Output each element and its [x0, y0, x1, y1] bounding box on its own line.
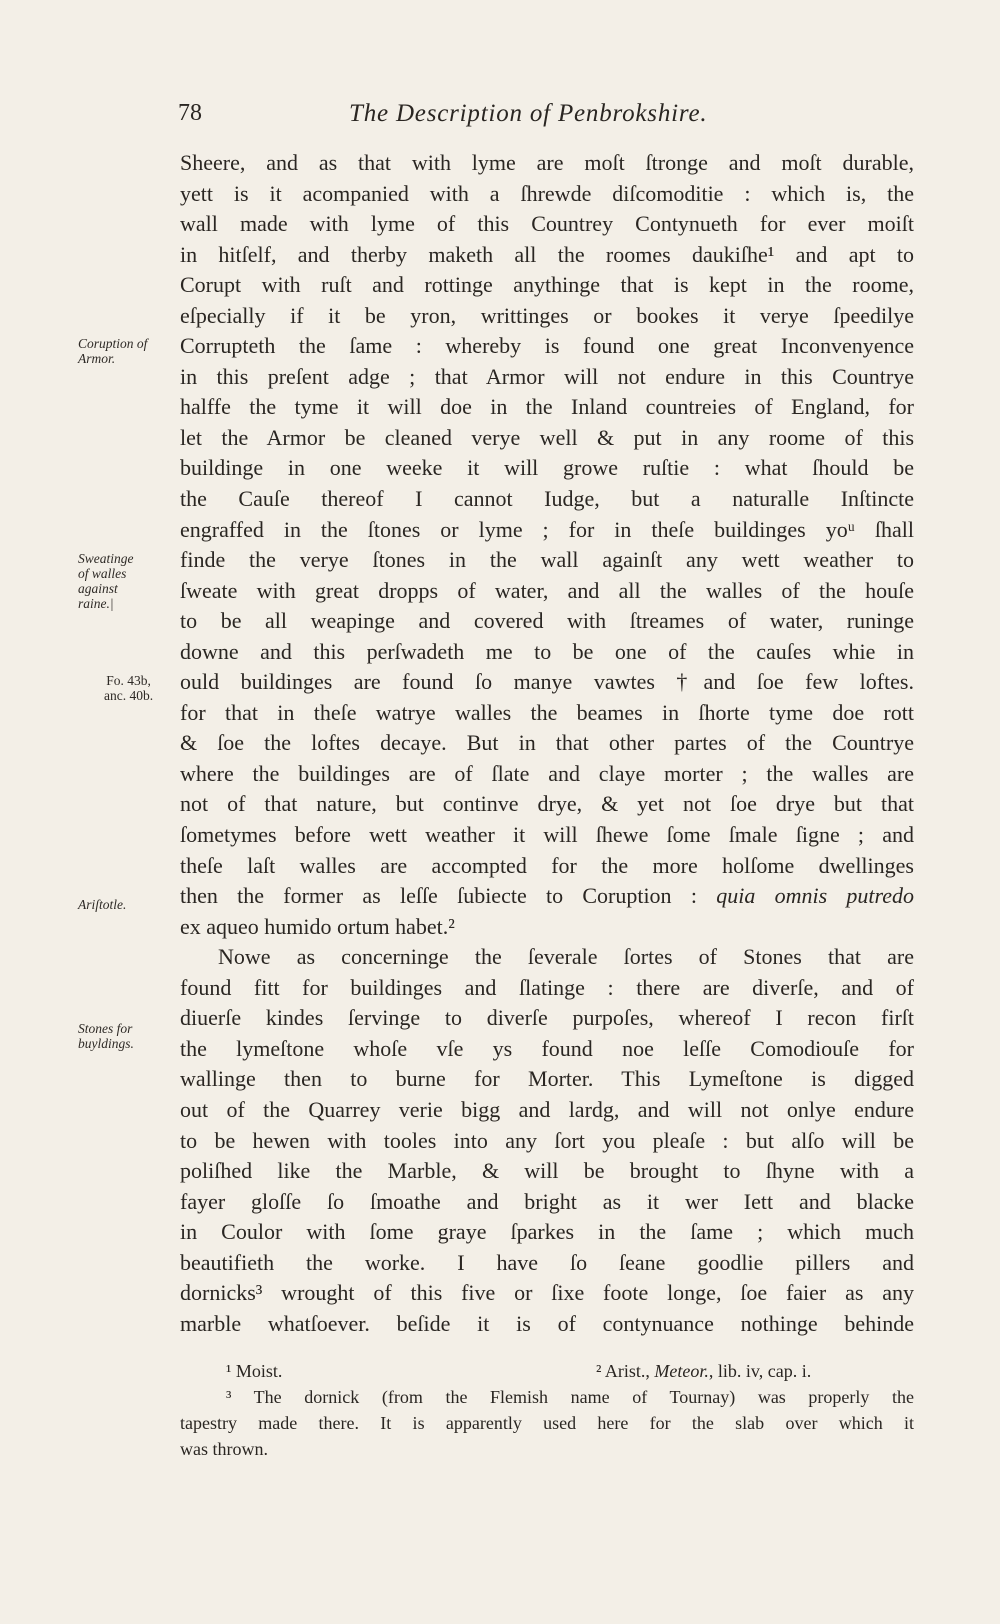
text-line: let the Armor be cleaned verye well & put in any roome of this: [180, 424, 914, 450]
text-line: Sheere, and as that with lyme are moſt ſtronge and moſt durable,: [180, 150, 914, 175]
text-line: & ſoe the loftes decaye. But in that other partes of the Countrye: [180, 730, 914, 756]
running-header: [178, 100, 914, 134]
text-line: not of that nature, but continve drye, & yet not ſoe drye but that: [180, 791, 914, 817]
text-line: found fitt for buildinges and ſlatinge : there are diverſe, and of: [180, 974, 914, 1000]
margin-note-line: against: [78, 581, 118, 596]
margin-note-line: of walles: [78, 566, 127, 581]
body-text: [180, 148, 914, 1339]
footnote-1: ¹ Moist.: [226, 1361, 283, 1381]
text-line: yett is it acompanied with a ſhrewde diſcomoditie : which is, the: [180, 180, 914, 206]
text-line: engraffed in the ſtones or lyme ; for in theſe buildinges yoᵘ ſhall: [180, 516, 914, 542]
text-line: out of the Quarrey verie bigg and lardg, and will not onlye endure: [180, 1096, 914, 1122]
text-line: Corrupteth the ſame : whereby is found one great Inconvenyence: [180, 333, 914, 359]
margin-note-sweating: [78, 551, 134, 611]
margin-note-corruption: [78, 336, 147, 366]
text-line: poliſhed like the Marble, & will be brought to ſhyne with a: [180, 1158, 914, 1184]
margin-note-line: Coruption of: [78, 336, 148, 351]
text-line: wallinge then to burne for Morter. This Lymeſtone is digged: [180, 1066, 914, 1092]
text-line: ſweate with great dropps of water, and all the walles of the houſe: [180, 577, 914, 603]
text-line: the Cauſe thereof I cannot Iudge, but a naturalle Inſtincte: [180, 486, 914, 512]
footnote-2: [596, 1358, 811, 1384]
margin-note-line: Sweatinge: [78, 551, 134, 566]
margin-note-line: Stones for: [78, 1021, 133, 1036]
footnote-3-line: ³ The dornick (from the Flemish name of Tournay) was properly the: [226, 1387, 914, 1407]
text-line: theſe laſt walles are accompted for the more holſome dwellinges: [180, 852, 914, 878]
text-line: for that in theſe watrye walles the beames in ſhorte tyme doe rott: [180, 699, 914, 725]
margin-note-folio: [104, 673, 153, 703]
text-line: to be hewen with tooles into any ſort you pleaſe : but alſo will be: [180, 1127, 914, 1153]
text-line: dornicks³ wrought of this five or ſixe foote longe, ſoe faier as any: [180, 1280, 914, 1306]
text-line: the lymeſtone whoſe vſe ys found noe leſſe Comodiouſe for: [180, 1035, 914, 1061]
latin-quote: quia omnis putredo: [716, 883, 915, 909]
footnote-2-suffix: , lib. iv, cap. i.: [708, 1361, 812, 1381]
text-line: [180, 881, 914, 912]
text-line: to be all weapinge and covered with ſtreames of water, runinge: [180, 608, 914, 634]
margin-note-line: Fo. 43b,: [106, 673, 151, 688]
latin-quote-line: ex aqueo humido ortum habet.²: [180, 913, 455, 939]
text-line: halffe the tyme it will doe in the Inland countreies of England, for: [180, 394, 914, 420]
paragraph-start: Nowe as concerninge the ſeverale ſortes of Stones that are: [218, 944, 914, 970]
text-line: beautifieth the worke. I have ſo ſeane goodlie pillers and: [180, 1249, 914, 1275]
margin-note-line: buyldings.: [78, 1036, 134, 1051]
text-line: where the buildinges are of ſlate and claye morter ; the walles are: [180, 760, 914, 786]
footnote-3-line: was thrown.: [180, 1439, 268, 1459]
footnote-3-line: tapestry made there. It is apparently used here for the slab over which it: [180, 1413, 914, 1433]
margin-note-line: anc. 40b.: [104, 688, 154, 703]
text-line: finde the verye ſtones in the wall againſt any wett weather to: [180, 547, 914, 573]
text-line: buildinge in one weeke it will growe ruſtie : what ſhould be: [180, 455, 914, 481]
footnote-2-title: Meteor.: [654, 1361, 709, 1381]
text-line: in this preſent adge ; that Armor will not endure in this Countrye: [180, 363, 914, 389]
text-line: marble whatſoever. beſide it is of contynuance nothinge behinde: [180, 1310, 914, 1336]
footnotes: [180, 1358, 914, 1462]
text-line: in hitſelf, and therby maketh all the roomes daukiſhe¹ and apt to: [180, 241, 914, 267]
text-segment: then the former as leſſe ſubiecte to Coruption :: [180, 883, 697, 909]
margin-note-stones: [78, 1021, 134, 1051]
text-line: wall made with lyme of this Countrey Contynueth for ever moiſt: [180, 211, 914, 237]
text-line: in Coulor with ſome graye ſparkes in the ſame ; which much: [180, 1219, 914, 1245]
margin-note-line: Armor.: [78, 351, 116, 366]
text-line: downe and this perſwadeth me to be one of the cauſes whie in: [180, 638, 914, 664]
text-line: diuerſe kindes ſervinge to diverſe purpoſes, whereof I recon firſt: [180, 1005, 914, 1031]
footnote-2-prefix: ² Arist.,: [596, 1361, 650, 1381]
margin-note-line: Ariſtotle.: [78, 897, 127, 912]
text-line: Corupt with ruſt and rottinge anythinge that is kept in the roome,: [180, 272, 914, 298]
page-number: 78: [178, 100, 202, 126]
margin-note-aristotle: [78, 897, 126, 912]
text-line: fayer gloſſe ſo ſmoathe and bright as it wer Iett and blacke: [180, 1188, 914, 1214]
footnote-row: [180, 1358, 914, 1384]
margin-note-line: raine.|: [78, 596, 114, 611]
text-line: eſpecially if it be yron, writtinges or bookes it verye ſpeedilye: [180, 302, 914, 328]
text-line: ſometymes before wett weather it will ſhewe ſome ſmale ſigne ; and: [180, 822, 914, 848]
text-line: ould buildinges are found ſo manye vawtes †and ſoe few loftes.: [180, 669, 914, 695]
running-title: The Description of Penbrokshire.: [349, 100, 708, 127]
